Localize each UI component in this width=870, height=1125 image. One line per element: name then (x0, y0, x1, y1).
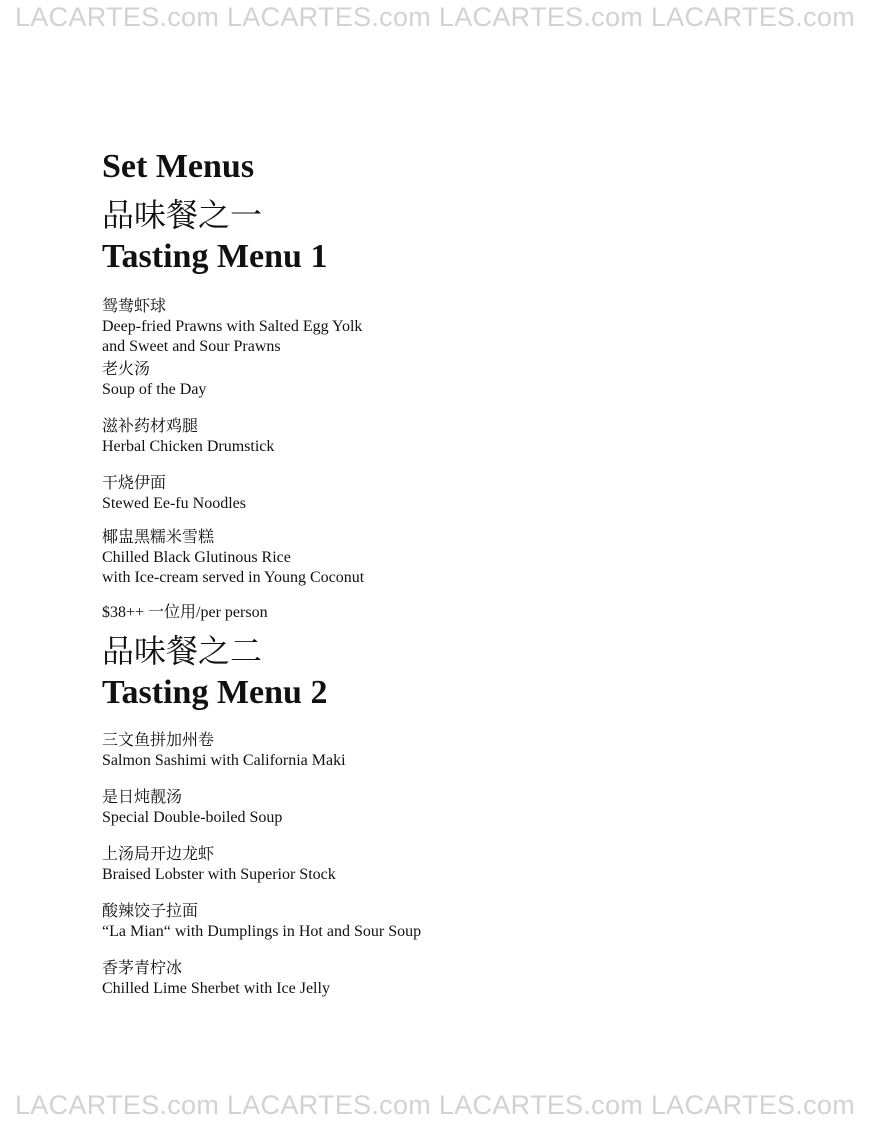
dish-name-cn: 干烧伊面 (102, 475, 167, 492)
dish-item (102, 902, 802, 942)
dish-name-cn: 鸳鸯虾球 (102, 298, 167, 315)
dish-item (102, 360, 802, 400)
menu-title-en: Tasting Menu 1 (102, 238, 328, 275)
dish-item (102, 788, 802, 828)
dish-name-en-continued: and Sweet and Sour Prawns (102, 338, 281, 355)
dish-name-en: Deep-fried Prawns with Salted Egg Yolk (102, 318, 363, 335)
dish-item (102, 731, 802, 771)
price-line: $38++ 一位用/per person (102, 604, 268, 621)
dish-name-en: Special Double-boiled Soup (102, 809, 283, 826)
dish-item (102, 845, 802, 885)
dish-name-en: Stewed Ee-fu Noodles (102, 495, 246, 512)
dish-item (102, 474, 802, 514)
dish-item (102, 297, 802, 357)
dish-name-cn: 滋补药材鸡腿 (102, 418, 199, 435)
tasting-menu-1 (102, 195, 802, 623)
dish-name-en: “La Mian“ with Dumplings in Hot and Sour Soup (102, 923, 422, 940)
menu-document (102, 145, 802, 999)
menu-title-en: Tasting Menu 2 (102, 674, 328, 711)
dish-name-cn: 三文鱼拼加州卷 (102, 732, 215, 749)
dish-name-cn: 是日炖靓汤 (102, 789, 183, 806)
dish-name-cn: 老火汤 (102, 361, 151, 378)
menu-title-cn: 品味餐之一 (102, 197, 263, 233)
dish-name-en: Salmon Sashimi with California Maki (102, 752, 346, 769)
dish-name-en: Herbal Chicken Drumstick (102, 438, 275, 455)
dish-name-en: Soup of the Day (102, 381, 207, 398)
dish-item (102, 528, 802, 588)
tasting-menu-2 (102, 631, 802, 999)
page-title: Set Menus (102, 148, 255, 185)
dish-name-cn: 上汤局开边龙虾 (102, 846, 215, 863)
dish-item (102, 417, 802, 457)
dish-name-en: Chilled Lime Sherbet with Ice Jelly (102, 980, 330, 997)
watermark-bottom: LACARTES.com LACARTES.com LACARTES.com LACARTES.com (14, 1090, 856, 1120)
dish-name-cn: 香茅青柠冰 (102, 960, 183, 977)
watermark-top: LACARTES.com LACARTES.com LACARTES.com LACARTES.com (14, 2, 856, 32)
dish-name-cn: 椰盅黑糯米雪糕 (102, 529, 215, 546)
dish-name-en: Chilled Black Glutinous Rice (102, 549, 291, 566)
dish-name-en-continued: with Ice-cream served in Young Coconut (102, 569, 365, 586)
dish-name-cn: 酸辣饺子拉面 (102, 903, 199, 920)
menu-title-cn: 品味餐之二 (102, 633, 263, 669)
dish-name-en: Braised Lobster with Superior Stock (102, 866, 336, 883)
dish-item (102, 959, 802, 999)
